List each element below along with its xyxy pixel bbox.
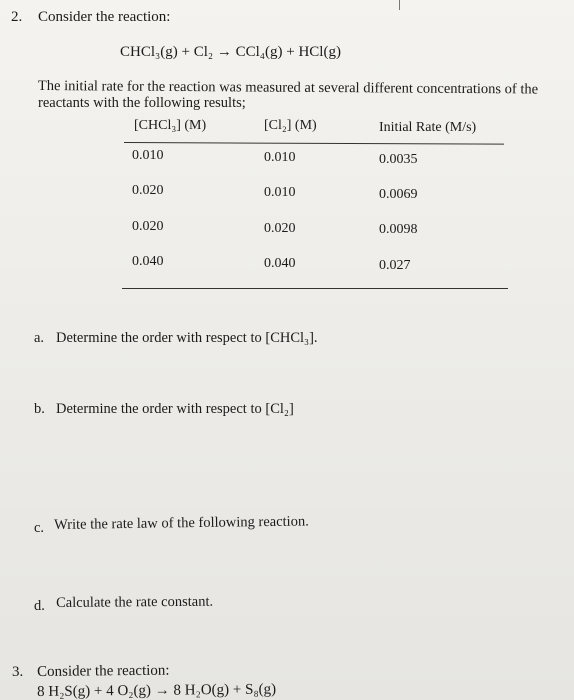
cell-cl2: 0.010 <box>264 185 296 200</box>
top-edge-mark <box>399 0 400 10</box>
part-c-text: Write the rate law of the following reaction. <box>54 513 309 533</box>
part-b-text: Determine the order with respect to [Cl₂] <box>56 401 294 417</box>
table-bottom-rule <box>122 288 508 289</box>
cell-cl2: 0.010 <box>264 150 296 165</box>
intro-line-1: The initial rate for the reaction was measured at several different concentrations of the <box>37 78 539 98</box>
part-c-letter: c. <box>34 520 45 536</box>
part-a-text: Determine the order with respect to [CHCl₃]. <box>56 330 318 346</box>
cell-cl2: 0.020 <box>264 221 296 236</box>
header-cl2: [Cl₂] (M) <box>264 118 317 133</box>
part-b-letter: b. <box>34 401 45 417</box>
cell-rate: 0.0035 <box>379 152 418 167</box>
intro-line-2: reactants with the following results; <box>38 95 246 111</box>
cell-rate: 0.027 <box>379 258 411 273</box>
question-2-equation: CHCl₃(g) + Cl₂ → CCl₄(g) + HCl(g) <box>120 44 341 60</box>
cell-chcl3: 0.010 <box>132 148 164 163</box>
cell-cl2: 0.040 <box>264 256 296 271</box>
part-d-text: Calculate the rate constant. <box>56 593 214 611</box>
question-2-number: 2. <box>11 9 23 25</box>
part-a-letter: a. <box>34 330 45 346</box>
part-d-letter: d. <box>34 598 45 614</box>
cell-chcl3: 0.040 <box>132 254 164 269</box>
question-3-number: 3. <box>12 664 24 680</box>
cell-rate: 0.0069 <box>379 187 418 202</box>
cell-rate: 0.0098 <box>379 222 418 237</box>
question-3-equation: 8 H₂S(g) + 4 O₂(g) → 8 H₂O(g) + S₈(g) <box>37 681 277 700</box>
header-chcl3: [CHCl₃] (M) <box>134 118 207 133</box>
question-2-prompt: Consider the reaction: <box>38 9 171 25</box>
table-header-rule <box>124 142 504 145</box>
cell-chcl3: 0.020 <box>132 183 164 198</box>
question-3-prompt: Consider the reaction: <box>37 662 170 680</box>
cell-chcl3: 0.020 <box>132 219 164 234</box>
header-initial-rate: Initial Rate (M/s) <box>379 120 477 135</box>
